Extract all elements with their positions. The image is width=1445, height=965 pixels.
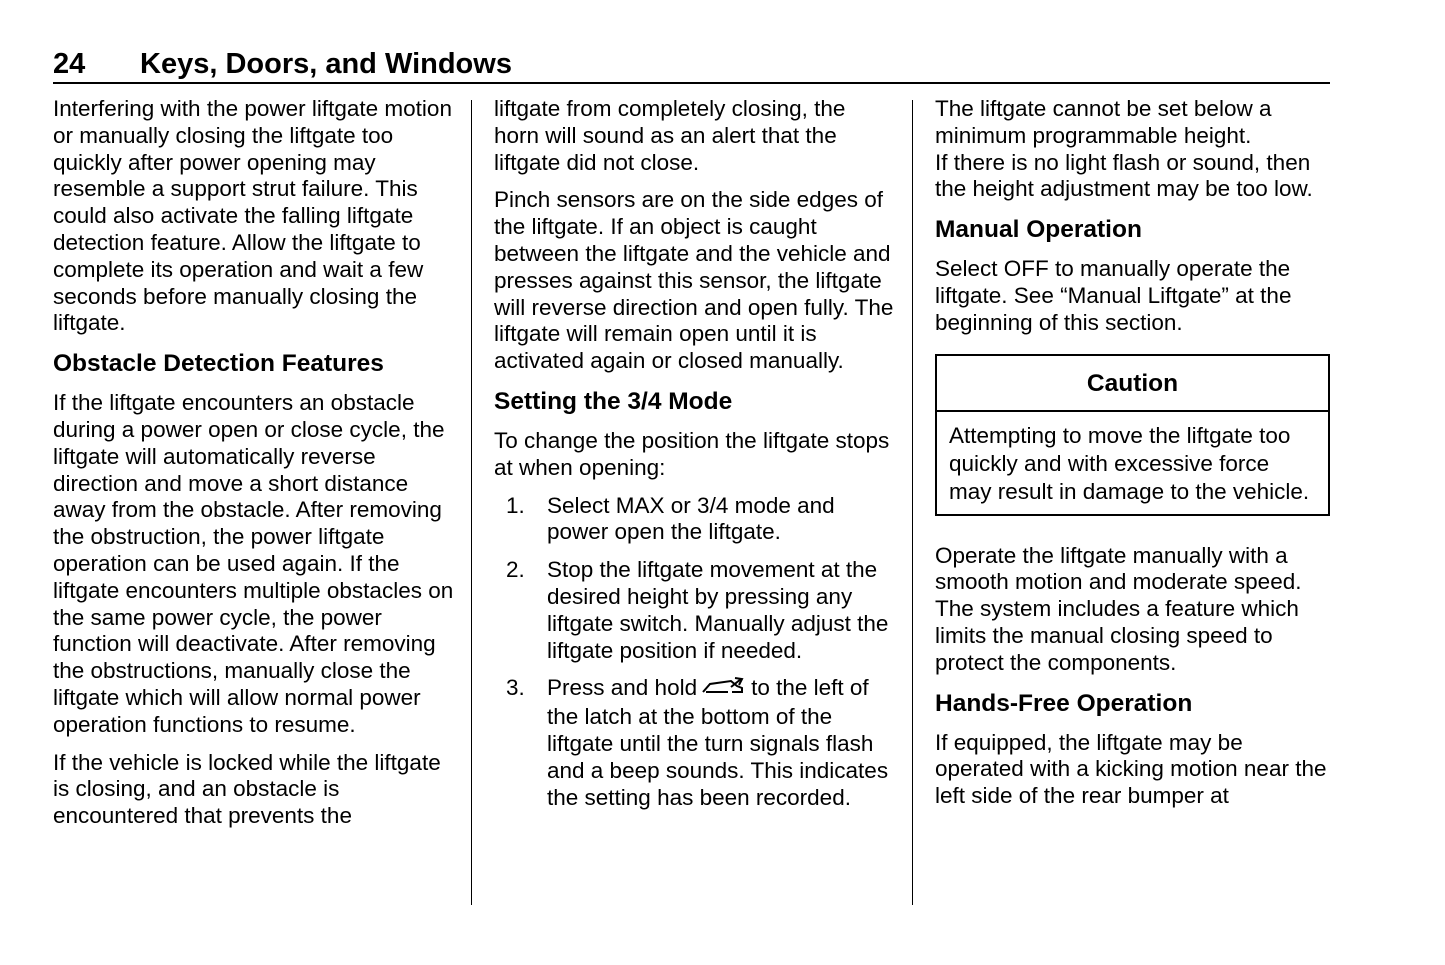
paragraph-vehicle-locked: If the vehicle is locked while the liftgate is closing, and an obstacle is encountered that prevents the [53, 749, 441, 829]
column-1 [53, 96, 458, 830]
minimum-height-text: The liftgate cannot be set below a minimum programmable height. [935, 96, 1272, 148]
paragraph-select-off: Select OFF to manually operate the liftgate. See “Manual Liftgate” at the beginning of this section. [935, 256, 1292, 335]
no-flash-text: If there is no light flash or sound, then the height adjustment may be too low. [935, 149, 1313, 202]
heading-manual-operation: Manual Operation [935, 216, 1142, 244]
column-2 [494, 96, 894, 811]
caution-title: Caution [937, 356, 1328, 412]
paragraph-power-liftgate-interference: Interfering with the power liftgate motion or manually closing the liftgate too quickly after power opening may resemble a support strut failure. This could also activate the falling liftgate detection feature. Allow the liftgate to complete its operation and wait a few seconds before manually closing the liftgate. [53, 96, 452, 336]
step-text: Stop the liftgate movement at the desired height by pressing any liftgate switch. Manually adjust the liftgate position if needed. [547, 557, 889, 663]
page-header [53, 46, 1330, 84]
caution-text: Attempting to move the liftgate too quickly and with excessive force may result in damage to the vehicle. [949, 422, 1310, 504]
paragraph-hands-free: If equipped, the liftgate may be operated with a kicking motion near the left side of the rear bumper at [935, 729, 1327, 809]
liftgate-close-icon [701, 675, 745, 704]
step-number: 1. [506, 492, 525, 518]
paragraph-operate-manually: Operate the liftgate manually with a smooth motion and moderate speed. The system includes a feature which limits the manual closing speed to protect the components. [935, 542, 1302, 675]
column-divider-1 [471, 100, 472, 905]
paragraph-pinch-sensors: Pinch sensors are on the side edges of the liftgate. If an object is caught between the liftgate and the vehicle and presses against this sensor, the liftgate will reverse direction and open fully. The liftgate will remain open until it is activated again or closed manually. [494, 187, 894, 374]
step-number: 2. [506, 557, 525, 583]
caution-box [935, 354, 1330, 516]
column-3 [935, 96, 1330, 810]
paragraph-minimum-height [935, 96, 1330, 203]
list-item [494, 557, 894, 664]
step-text-start: Press and hold [547, 675, 698, 701]
heading-obstacle-detection: Obstacle Detection Features [53, 350, 384, 378]
step-number: 3. [506, 675, 525, 701]
step-text: Select MAX or 3/4 mode and power open the liftgate. [547, 492, 835, 545]
heading-setting-3-4-mode: Setting the 3/4 Mode [494, 387, 733, 415]
list-item [494, 675, 894, 811]
steps-list [494, 493, 894, 812]
paragraph-obstacle-detection: If the liftgate encounters an obstacle during a power open or close cycle, the liftgate will automatically reverse direction and move a short distance away from the obstacle. After removing the obstruction, the power liftgate operation can be used again. If the liftgate encounters multiple obstacles on the same power cycle, the power function will deactivate. After removing the obstructions, manually close the liftgate which will allow normal power operation functions to resume. [53, 390, 454, 737]
column-divider-2 [912, 100, 913, 905]
page-number: 24 [53, 48, 86, 80]
section-title: Keys, Doors, and Windows [140, 48, 512, 80]
list-item [494, 493, 894, 547]
step-text-end: to the left of the latch at the bottom of the liftgate until the turn signals flash and a beep sounds. This indicates the setting has been recorded. [547, 675, 889, 810]
paragraph-horn-alert: liftgate from completely closing, the horn will sound as an alert that the liftgate did not close. [494, 96, 846, 175]
paragraph-change-position: To change the position the liftgate stops at when opening: [494, 427, 890, 480]
heading-hands-free-operation: Hands-Free Operation [935, 689, 1193, 717]
